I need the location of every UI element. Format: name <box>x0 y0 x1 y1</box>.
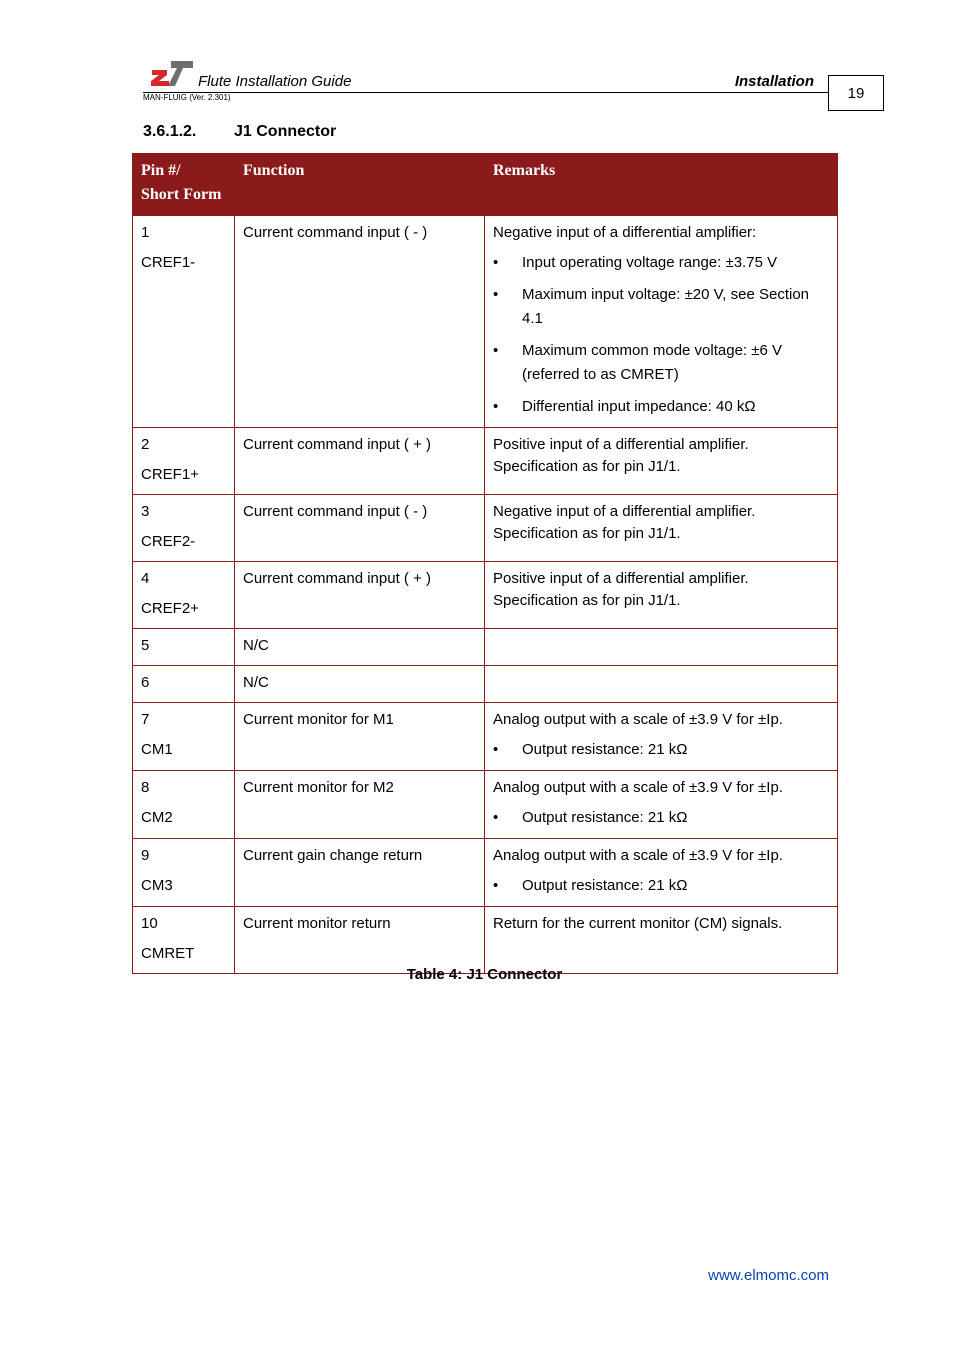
pin-cell <box>133 495 235 562</box>
pin-cell <box>133 771 235 839</box>
pin-number: 5 <box>141 637 150 654</box>
document-title: Flute Installation Guide <box>198 73 352 90</box>
table-row <box>133 907 838 974</box>
remarks-text: Specification as for pin J1/1. <box>493 458 681 475</box>
pin-short-form: CM1 <box>141 741 173 758</box>
pin-number: 6 <box>141 674 150 691</box>
header-function: Function <box>235 154 485 216</box>
bullet-item: • Output resistance: 21 kΩ <box>493 738 829 762</box>
pin-short-form: CM3 <box>141 877 173 894</box>
bullet-item: • Output resistance: 21 kΩ <box>493 806 829 830</box>
function-cell: Current command input ( + ) <box>235 428 485 495</box>
table-row <box>133 428 838 495</box>
header-pin <box>133 154 235 216</box>
section-title: J1 Connector <box>234 123 337 140</box>
remarks-cell <box>485 629 838 666</box>
function-cell: N/C <box>235 629 485 666</box>
remarks-text: Positive input of a differential amplifier. <box>493 436 749 453</box>
pin-cell <box>133 562 235 629</box>
remarks-text: Analog output with a scale of ±3.9 V for ±Ip. <box>493 711 783 728</box>
pin-number: 7 <box>141 711 150 728</box>
table-caption: Table 4: J1 Connector <box>406 966 563 983</box>
pin-cell <box>133 703 235 771</box>
remarks-cell <box>485 216 838 428</box>
pin-number: 3 <box>141 503 150 520</box>
table-row <box>133 703 838 771</box>
remarks-cell <box>485 495 838 562</box>
section-heading <box>143 123 336 141</box>
remarks-text: Negative input of a differential amplifier. <box>493 503 756 520</box>
pin-short-form: CREF1- <box>141 254 196 271</box>
remarks-bullets <box>493 806 829 830</box>
table-header-row <box>133 154 838 216</box>
pin-short-form: CREF2- <box>141 533 196 550</box>
header-remarks: Remarks <box>485 154 838 216</box>
remarks-bullets <box>493 738 829 762</box>
remarks-cell <box>485 666 838 703</box>
remarks-cell <box>485 839 838 907</box>
header-pin-line1: Pin #/ <box>141 162 181 179</box>
function-cell: Current monitor return <box>235 907 485 974</box>
pin-short-form: CREF1+ <box>141 466 199 483</box>
remarks-cell: Return for the current monitor (CM) signals. <box>485 907 838 974</box>
pin-short-form: CMRET <box>141 945 195 962</box>
remarks-cell <box>485 428 838 495</box>
pin-cell <box>133 666 235 703</box>
header-pin-line2: Short Form <box>141 186 222 203</box>
remarks-text: Analog output with a scale of ±3.9 V for ±Ip. <box>493 847 783 864</box>
remarks-text: Specification as for pin J1/1. <box>493 592 681 609</box>
pin-cell <box>133 907 235 974</box>
remarks-text: Specification as for pin J1/1. <box>493 525 681 542</box>
header-section-name: Installation <box>734 73 814 90</box>
remarks-text: Negative input of a differential amplifier: <box>493 224 757 241</box>
function-cell: Current gain change return <box>235 839 485 907</box>
table-row <box>133 216 838 428</box>
section-number: 3.6.1.2. <box>143 123 197 140</box>
remarks-cell <box>485 562 838 629</box>
pin-short-form: CM2 <box>141 809 173 826</box>
table-row <box>133 562 838 629</box>
function-cell: Current command input ( + ) <box>235 562 485 629</box>
bullet-item: • Maximum input voltage: ±20 V, see Section 4.1 <box>493 283 829 331</box>
function-cell: Current command input ( - ) <box>235 495 485 562</box>
pin-cell <box>133 629 235 666</box>
document-version: MAN-FLUIG (Ver. 2.301) <box>143 93 231 102</box>
function-cell: Current command input ( - ) <box>235 216 485 428</box>
function-cell: N/C <box>235 666 485 703</box>
pin-number: 9 <box>141 847 150 864</box>
table-row <box>133 771 838 839</box>
remarks-text: Positive input of a differential amplifier. <box>493 570 749 587</box>
remarks-text: Analog output with a scale of ±3.9 V for ±Ip. <box>493 779 783 796</box>
pin-number: 8 <box>141 779 150 796</box>
table-row <box>133 839 838 907</box>
pin-number: 4 <box>141 570 150 587</box>
remarks-bullets <box>493 251 829 419</box>
j1-connector-table <box>132 153 838 974</box>
table-row <box>133 666 838 703</box>
elmo-logo-icon <box>149 58 193 88</box>
pin-cell <box>133 428 235 495</box>
pin-number: 1 <box>141 224 150 241</box>
page-header <box>143 58 884 110</box>
remarks-bullets <box>493 874 829 898</box>
remarks-cell <box>485 771 838 839</box>
page-number-label: 19 <box>847 84 865 102</box>
pin-number: 10 <box>141 915 158 932</box>
pin-cell <box>133 216 235 428</box>
function-cell: Current monitor for M1 <box>235 703 485 771</box>
bullet-item: • Input operating voltage range: ±3.75 V <box>493 251 829 275</box>
bullet-item: • Output resistance: 21 kΩ <box>493 874 829 898</box>
table-row <box>133 495 838 562</box>
remarks-cell <box>485 703 838 771</box>
table-row <box>133 629 838 666</box>
bullet-item: • Maximum common mode voltage: ±6 V (referred to as CMRET) <box>493 339 829 387</box>
page-number <box>828 75 884 111</box>
pin-cell <box>133 839 235 907</box>
pin-short-form: CREF2+ <box>141 600 199 617</box>
function-cell: Current monitor for M2 <box>235 771 485 839</box>
header-rule <box>143 92 829 93</box>
website-link[interactable]: www.elmomc.com <box>708 1267 829 1284</box>
bullet-item: • Differential input impedance: 40 kΩ <box>493 395 829 419</box>
pin-number: 2 <box>141 436 150 453</box>
